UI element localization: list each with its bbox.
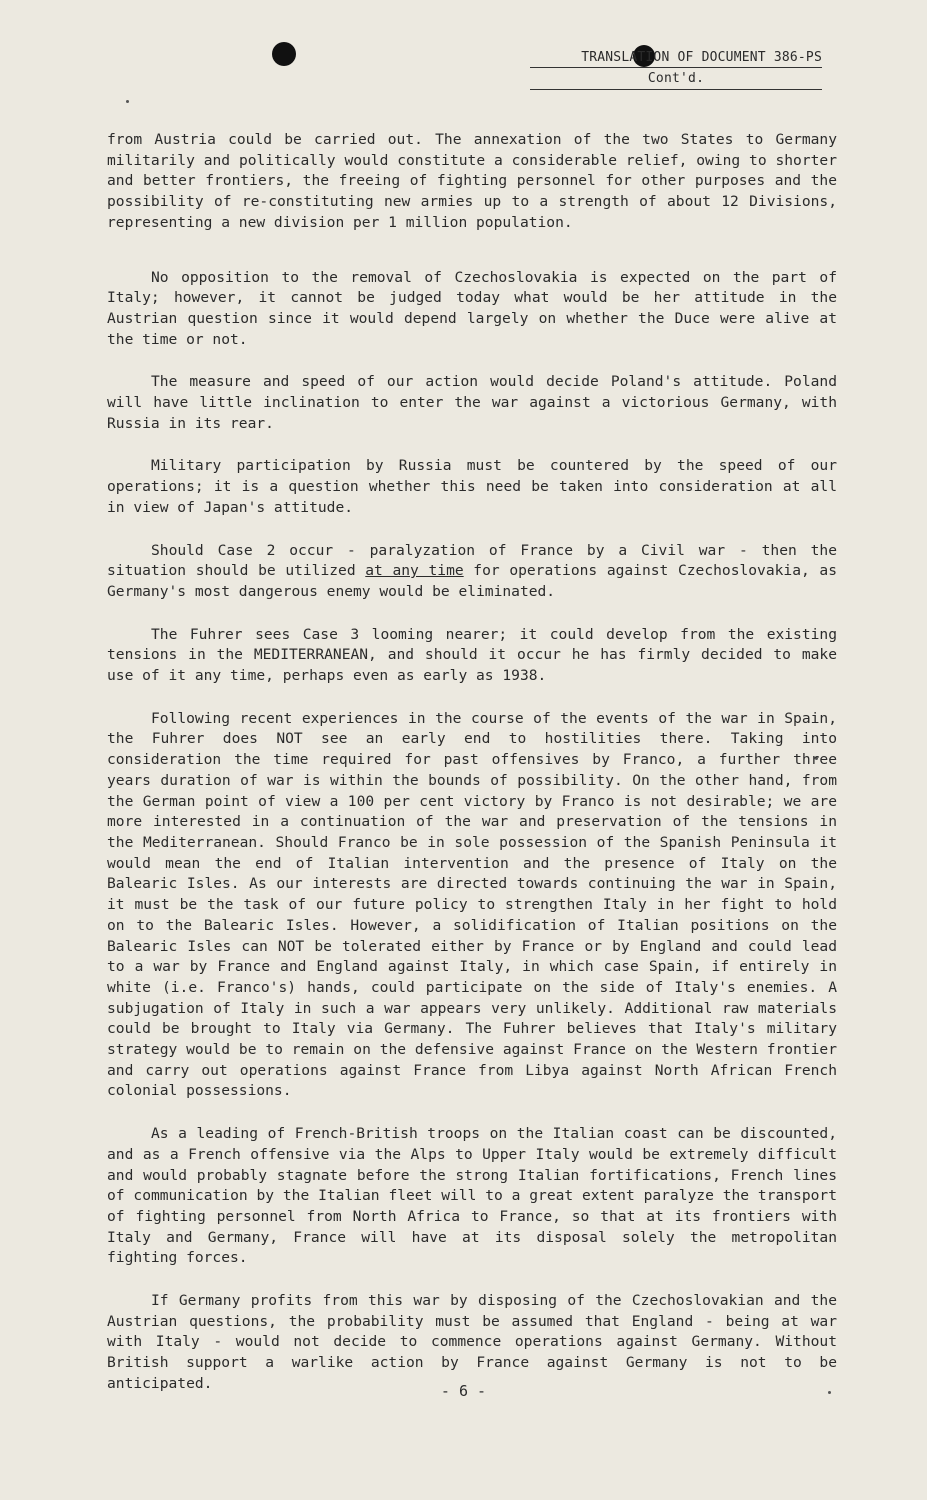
document-body bbox=[107, 130, 837, 1417]
document-header bbox=[530, 50, 822, 90]
paragraph: Military participation by Russia must be countered by the speed of our operations; it is a question whether this need be taken into consideration at all in view of Japan's attitude. bbox=[107, 457, 837, 516]
paragraph: Following recent experiences in the course of the events of the war in Spain, the Fuhrer does NOT see an early end to hostilities there. Taking into consideration the time required for past offensives by Franco, a further three years duration of war is within the bounds of possibility. On the other hand, from the German point of view a 100 per cent victory by Franco is not desirable; we are more interested in a continuation of the war and preservation of the tensions in the Mediterranean. Should Franco be in sole possession of the Spanish Peninsula it would mean the end of Italian intervention and the presence of Italy on the Balearic Isles. As our interests are directed towards continuing the war in Spain, it must be the task of our future policy to strengthen Italy in her fight to hold on to the Balearic Isles. However, a solidification of Italian positions on the Balearic Isles can NOT be tolerated either by France or by England and could lead to a war by France and England against Italy, in which case Spain, if entirely in white (i.e. Franco's) hands, could participate on the side of Italy's enemies. A subjugation of Italy in such a war appears very unlikely. Additional raw materials could be brought to Italy via Germany. The Fuhrer believes that Italy's military strategy would be to remain on the defensive against France on the Western frontier and carry out operations against France from Libya against North African French colonial possessions. bbox=[107, 709, 837, 1100]
document-reference: TRANSLATION OF DOCUMENT 386-PS bbox=[530, 50, 822, 68]
paragraph: No opposition to the removal of Czechoslovakia is expected on the part of Italy; however, it cannot be judged today what would be her attitude in the Austrian question since it would depend largely on whether the Duce were alive at the time or not. bbox=[107, 268, 837, 348]
paragraph: As a leading of French-British troops on the Italian coast can be discounted, and as a French offensive via the Alps to Upper Italy would be extremely difficult and would probably stagnate before the strong Italian fortifications, French lines of communication by the Italian fleet will to a great extent paralyze the transport of fighting personnel from North Africa to France, so that at its frontiers with Italy and Germany, France will have at its disposal solely the metropolitan fighting forces. bbox=[107, 1125, 837, 1267]
punch-hole-left bbox=[272, 42, 296, 66]
paragraph-text: for operations against Czechoslovakia, as Germany's most dangerous enemy would be eliminated. bbox=[107, 562, 837, 600]
paragraph-text: Should Case 2 occur - paralyzation of France by a Civil war - then the situation should be utilized bbox=[107, 541, 837, 580]
underlined-emphasis: at any time bbox=[365, 562, 464, 580]
page-number: - 6 - bbox=[440, 1382, 487, 1400]
paragraph: If Germany profits from this war by disposing of the Czechoslovakian and the Austrian questions, the probability must be assumed that England - being at war with Italy - would not decide to commence operations against Germany. Without British support a warlike action by France against Germany is not to be anticipated. bbox=[107, 1292, 837, 1392]
paragraph: The Fuhrer sees Case 3 looming nearer; it could develop from the existing tensions in the MEDITERRANEAN, and should it occur he has firmly decided to make use of it any time, perhaps even as early as 1938. bbox=[107, 625, 837, 685]
paper-speck bbox=[126, 100, 129, 103]
continued-label: Cont'd. bbox=[530, 68, 822, 90]
paragraph: from Austria could be carried out. The annexation of the two States to Germany militarily and politically would constitute a considerable relief, owing to shorter and better frontiers, the freeing of fighting personnel for other purposes and the possibility of re-constituting new armies up to a strength of about 12 Divisions, representing a new division per 1 million population. bbox=[107, 131, 837, 231]
paragraph-case-2 bbox=[107, 541, 837, 603]
paragraph: The measure and speed of our action would decide Poland's attitude. Poland will have little inclination to enter the war against a victorious Germany, with Russia in its rear. bbox=[107, 373, 837, 432]
